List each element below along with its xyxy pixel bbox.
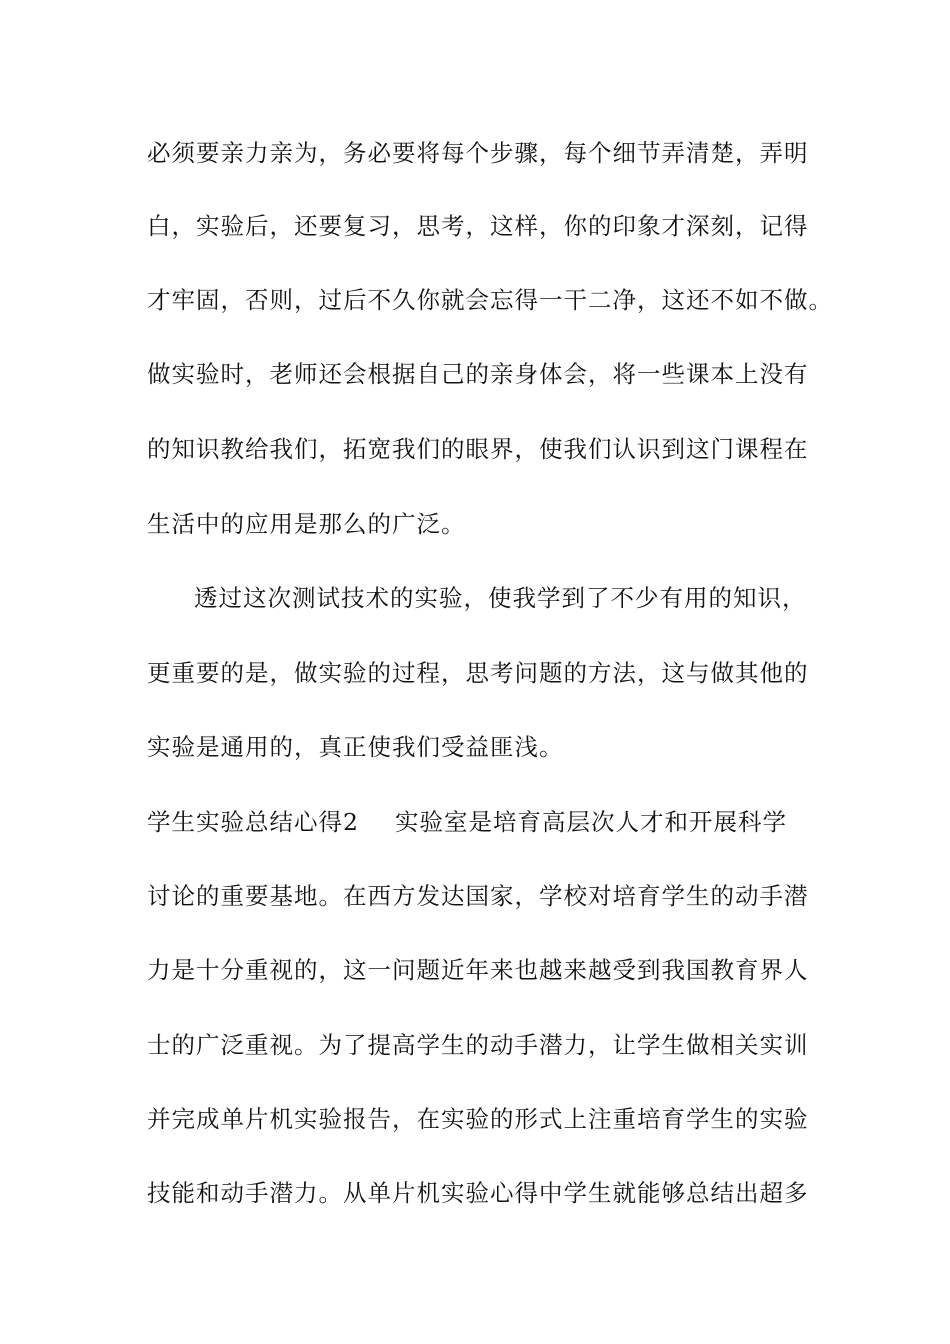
paragraph-line: 讨论的重要基地。在西方发达国家，学校对培育学生的动手潜 (147, 882, 809, 910)
paragraph-line: 技能和动手潜力。从单片机实验心得中学生就能够总结出超多 (147, 1179, 809, 1207)
paragraph-line: 做实验时，老师还会根据自己的亲身体会，将一些课本上没有 (147, 360, 809, 388)
paragraph-line-indented: 透过这次测试技术的实验，使我学到了不少有用的知识， (194, 584, 807, 612)
section-title: 学生实验总结心得2 (147, 808, 359, 836)
paragraph-line: 的知识教给我们，拓宽我们的眼界，使我们认识到这门课程在 (147, 435, 809, 463)
paragraph-line: 实验是通用的，真正使我们受益匪浅。 (147, 733, 564, 761)
paragraph-line: 生活中的应用是那么的广泛。 (147, 510, 466, 538)
paragraph-line: 才牢固，否则，过后不久你就会忘得一干二净，这还不如不做。 (147, 286, 833, 314)
section-first-line: 实验室是培育高层次人才和开展科学 (394, 808, 787, 836)
paragraph-line: 必须要亲力亲为，务必要将每个步骤，每个细节弄清楚，弄明 (147, 139, 809, 167)
paragraph-line: 并完成单片机实验报告，在实验的形式上注重培育学生的实验 (147, 1105, 809, 1133)
paragraph-line: 力是十分重视的，这一问题近年来也越来越受到我国教育界人 (147, 956, 809, 984)
paragraph-line: 白，实验后，还要复习，思考，这样，你的印象才深刻，记得 (147, 212, 809, 240)
paragraph-line: 士的广泛重视。为了提高学生的动手潜力，让学生做相关实训 (147, 1031, 809, 1059)
section-heading-line (147, 802, 827, 842)
paragraph-line: 更重要的是，做实验的过程，思考问题的方法，这与做其他的 (147, 659, 809, 687)
